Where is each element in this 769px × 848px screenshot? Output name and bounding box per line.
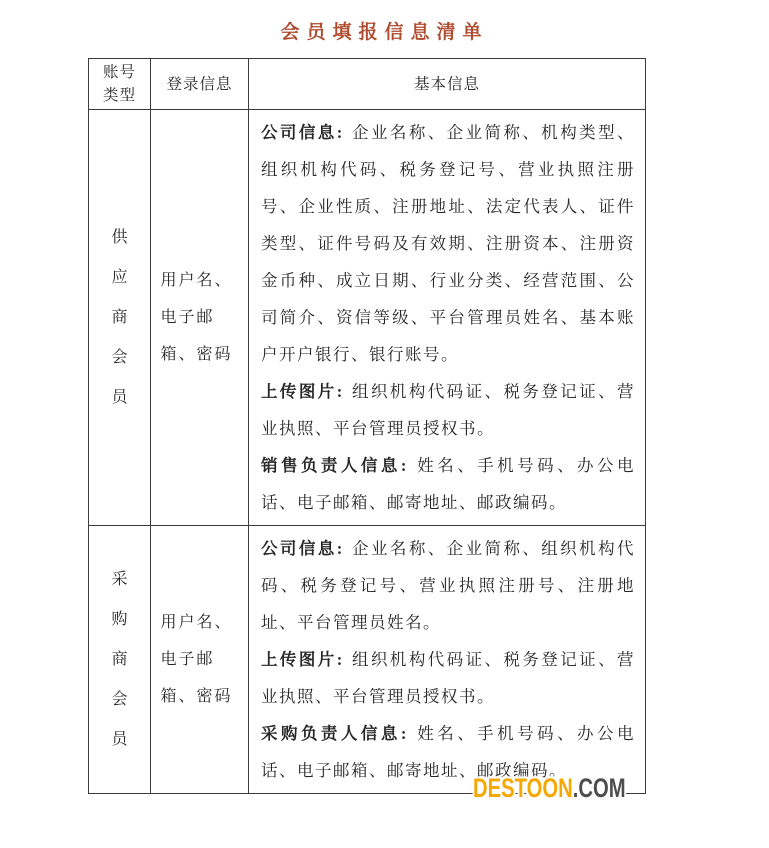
paragraph-text: 姓名、手机号码、办公电话、电子邮箱、邮寄地址、邮政编码。 xyxy=(261,724,636,780)
paragraph-sales-contact xyxy=(261,447,635,521)
paragraph-upload-images xyxy=(261,641,635,715)
header-login-info: 登录信息 xyxy=(151,59,249,110)
purchaser-account-type-label: 采 购 商 会 员 xyxy=(111,570,128,748)
paragraph-text: 组织机构代码证、税务登记证、营业执照、平台管理员授权书。 xyxy=(261,650,636,706)
watermark-suffix-text: .COM xyxy=(572,773,626,803)
paragraph-text: 组织机构代码证、税务登记证、营业执照、平台管理员授权书。 xyxy=(261,382,636,438)
supplier-basic-info-cell xyxy=(249,110,646,526)
purchaser-login-info-cell xyxy=(151,526,249,794)
supplier-account-type-label: 供 应 商 会 员 xyxy=(111,228,128,406)
paragraph-label: 采购负责人信息: xyxy=(261,724,408,743)
paragraph-text: 企业名称、企业简称、组织机构代码、税务登记号、营业执照注册号、注册地址、平台管理员姓名。 xyxy=(261,539,636,632)
purchaser-account-type-cell xyxy=(89,526,151,794)
paragraph-label: 上传图片: xyxy=(261,650,344,669)
paragraph-text: 企业名称、企业简称、机构类型、组织机构代码、税务登记号、营业执照注册号、企业性质、注册地址、法定代表人、证件类型、证件号码及有效期、注册资本、注册资金币种、成立日期、行业分类、经营范围、公司简介、资信等级、平台管理员姓名、基本账户开户银行、银行账号。 xyxy=(261,123,636,364)
header-account-type: 账号类型 xyxy=(89,59,151,110)
watermark-brand-text: DESTOON xyxy=(473,773,573,803)
purchaser-basic-info-cell xyxy=(249,526,646,794)
member-info-table xyxy=(88,58,646,794)
paragraph-upload-images xyxy=(261,373,635,447)
paragraph-label: 公司信息: xyxy=(261,539,344,558)
paragraph-label: 上传图片: xyxy=(261,382,344,401)
table-row-supplier xyxy=(89,110,646,526)
paragraph-company-info xyxy=(261,114,635,373)
purchaser-login-info-label: 用户名、电子邮箱、密码 xyxy=(160,614,233,705)
page-title: 会员填报信息清单 xyxy=(280,22,489,43)
destoon-watermark xyxy=(473,773,626,804)
paragraph-text: 姓名、手机号码、办公电话、电子邮箱、邮寄地址、邮政编码。 xyxy=(261,456,636,512)
table-row-purchaser xyxy=(89,526,646,794)
paragraph-label: 销售负责人信息: xyxy=(261,456,408,475)
supplier-account-type-cell xyxy=(89,110,151,526)
supplier-login-info-cell xyxy=(151,110,249,526)
paragraph-company-info xyxy=(261,530,635,641)
paragraph-label: 公司信息: xyxy=(261,123,344,142)
header-basic-info: 基本信息 xyxy=(249,59,646,110)
table-header-row xyxy=(89,59,646,110)
supplier-login-info-label: 用户名、电子邮箱、密码 xyxy=(160,272,233,363)
